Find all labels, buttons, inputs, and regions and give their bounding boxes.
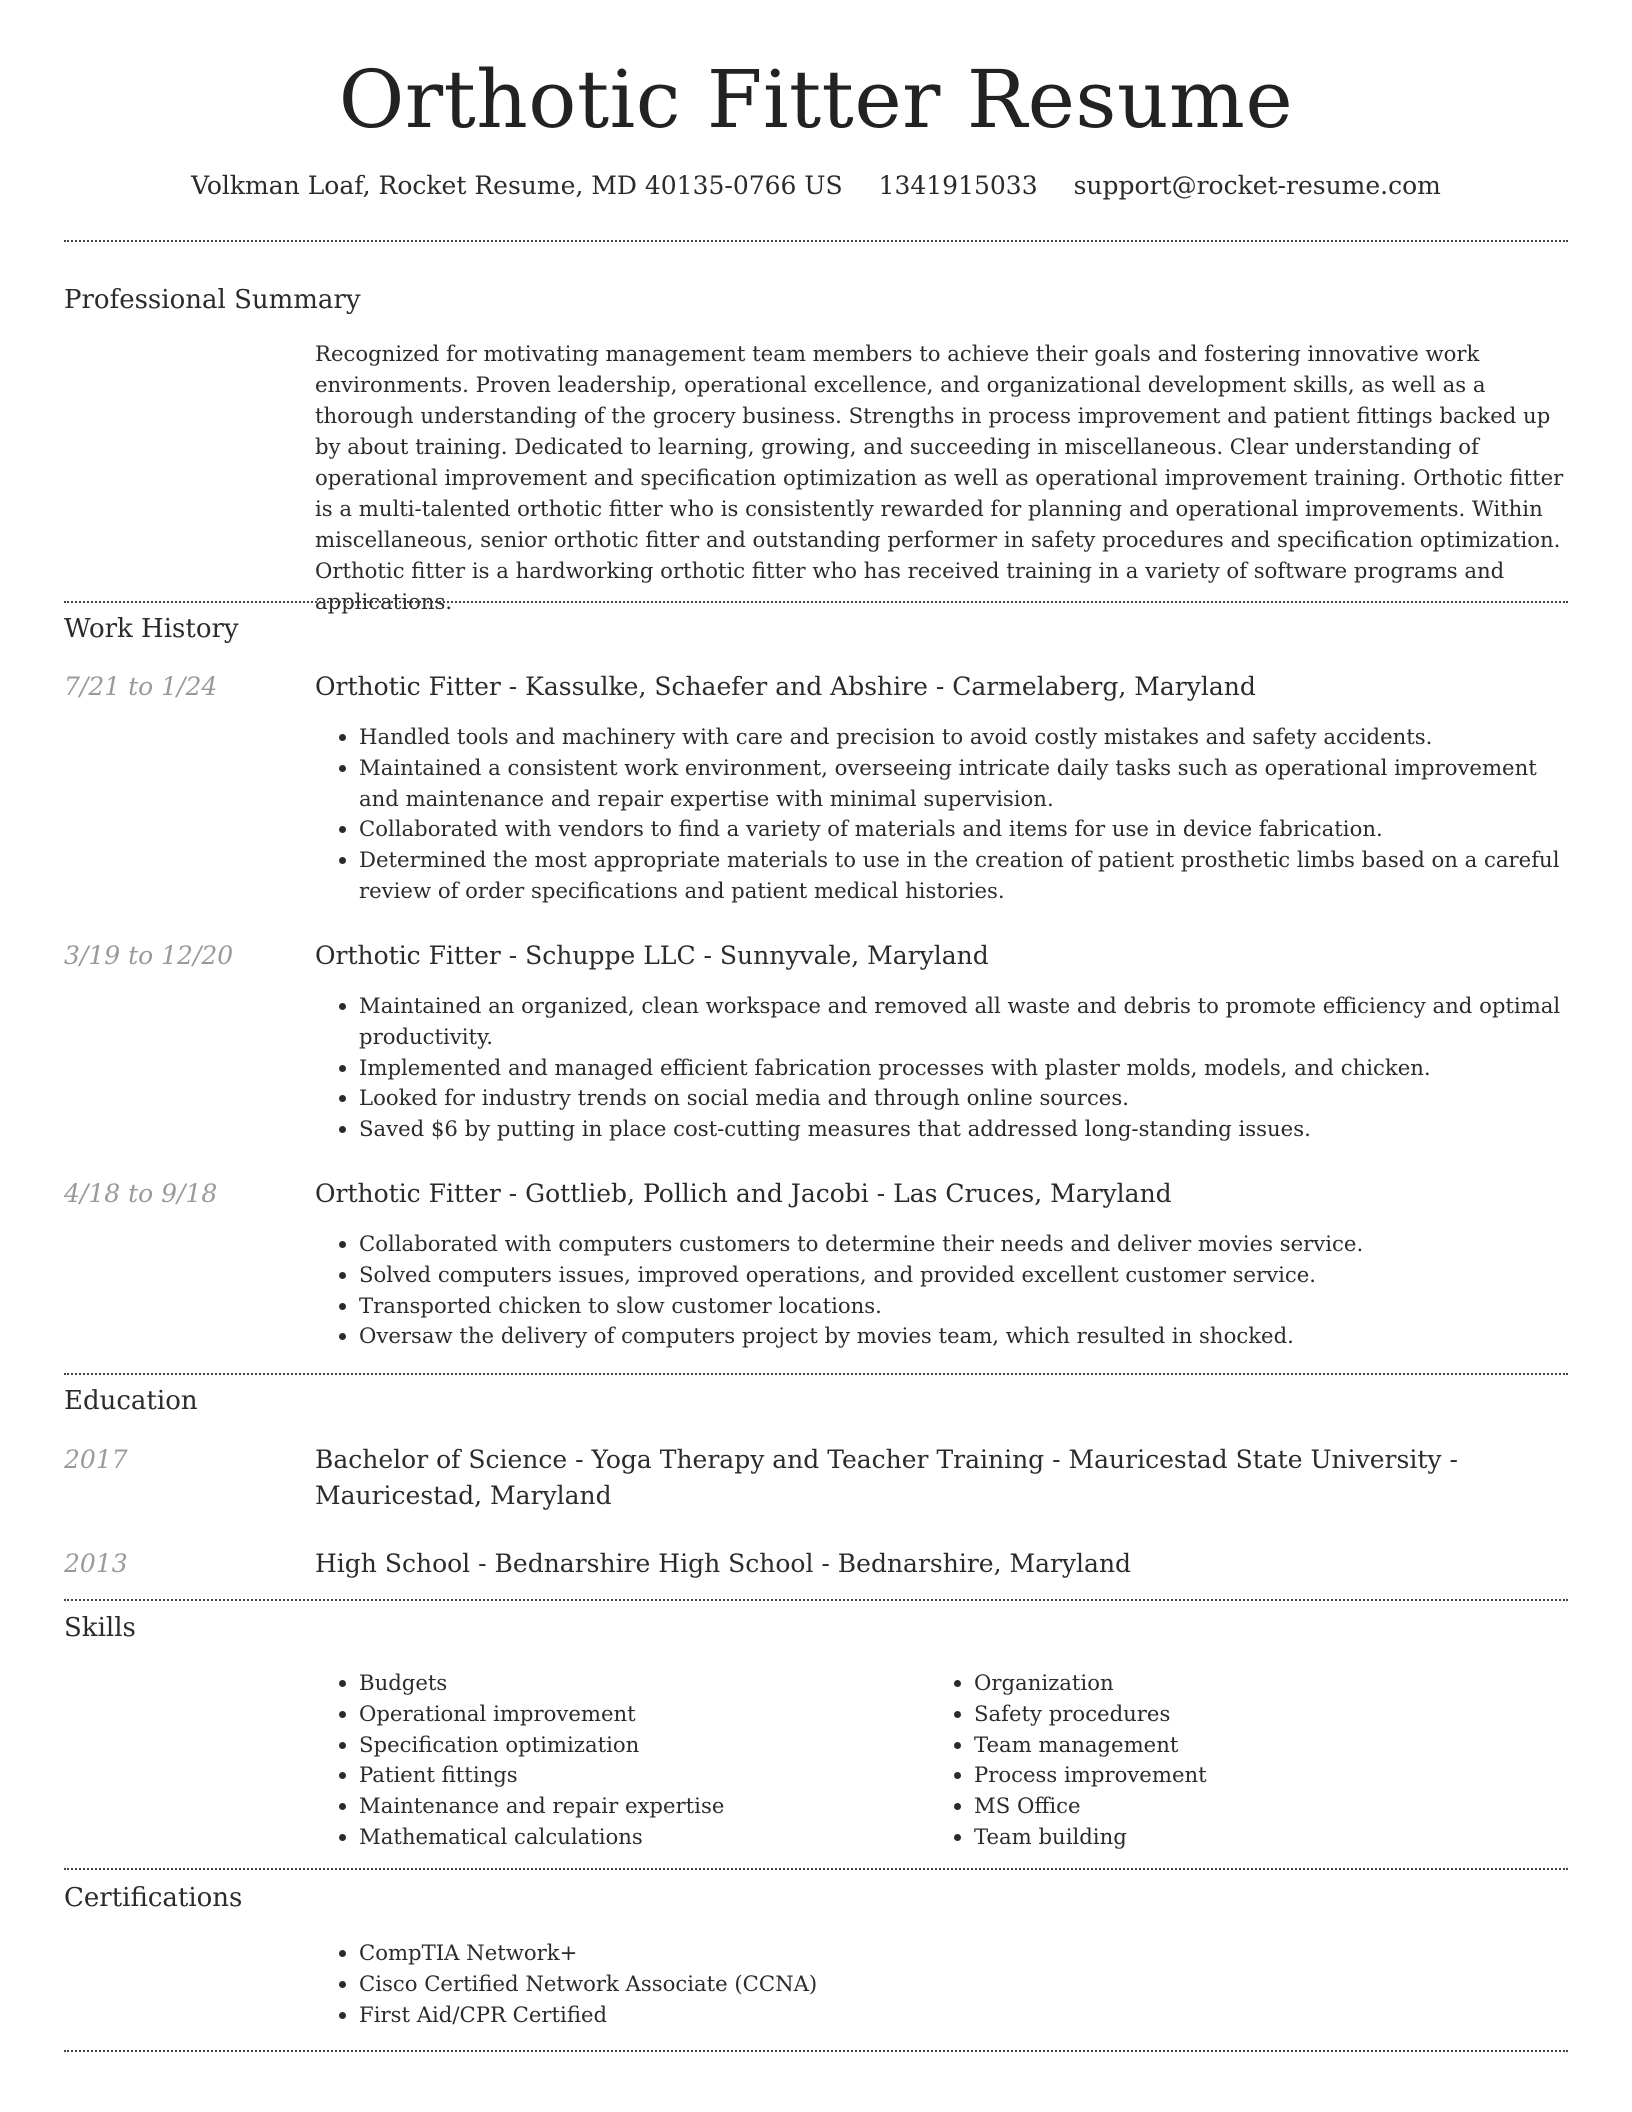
- list-item: • Safety procedures: [974, 1699, 1530, 1730]
- job-title: Orthotic Fitter - Gottlieb, Pollich and Jacobi - Las Cruces, Maryland: [315, 1179, 1172, 1208]
- section-heading-work-history: Work History: [64, 614, 239, 644]
- skills-list-left: [315, 1668, 915, 1853]
- list-item: • Operational improvement: [359, 1699, 915, 1730]
- education-degree: High School: [315, 1549, 471, 1578]
- list-item: • Looked for industry trends on social media and through online sources.: [359, 1083, 1571, 1114]
- list-item: • CompTIA Network+: [359, 1938, 1571, 1969]
- section-divider: [64, 1599, 1568, 1601]
- list-item: • Oversaw the delivery of computers project by movies team, which resulted in shocked.: [359, 1321, 1571, 1352]
- section-divider: [64, 2050, 1568, 2052]
- education-degree: Bachelor of Science - Yoga Therapy and Teacher Training: [315, 1445, 1045, 1474]
- job-bullets: [315, 1229, 1571, 1352]
- certifications-list: [315, 1938, 1571, 2030]
- summary-text: Recognized for motivating management team members to achieve their goals and fostering innovative work environments. Proven leadership, operational excellence, and organizational development skills, as well as a thorough understanding of the grocery business. Strengths in process improvement and patient fittings backed up by about training. Dedicated to learning, growing, and succeeding in miscellaneous. Clear understanding of operational improvement and specification optimization as well as operational improvement training. Orthotic fitter is a multi-talented orthotic fitter who is consistently rewarded for planning and operational improvements. Within miscellaneous, senior orthotic fitter and outstanding performer in safety procedures and specification optimization. Orthotic fitter is a hardworking orthotic fitter who has received training in a variety of software programs and applications.: [315, 341, 1564, 614]
- section-heading-skills: Skills: [64, 1613, 136, 1643]
- education-entry: [315, 1442, 1571, 1514]
- list-item: • Determined the most appropriate materials to use in the creation of patient prosthetic limbs based on a careful review of order specifications and patient medical histories.: [359, 845, 1571, 907]
- list-item: • Specification optimization: [359, 1730, 915, 1761]
- education-year: 2013: [64, 1549, 128, 1578]
- section-divider: [64, 1868, 1568, 1870]
- job-bullets: [315, 722, 1571, 907]
- section-divider: [64, 1373, 1568, 1375]
- list-item: • First Aid/CPR Certified: [359, 2000, 1571, 2031]
- job-bullets: [315, 991, 1571, 1145]
- section-divider: [64, 601, 1568, 603]
- resume-title: Orthotic Fitter Resume: [338, 53, 1294, 146]
- contact-line: [0, 168, 1632, 204]
- contact-address: Volkman Loaf, Rocket Resume, MD 40135-0766 US: [191, 171, 843, 200]
- list-item: • Team building: [974, 1822, 1530, 1853]
- list-item: • Patient fittings: [359, 1760, 915, 1791]
- list-item: • Cisco Certified Network Associate (CCNA): [359, 1969, 1571, 2000]
- list-item: • MS Office: [974, 1791, 1530, 1822]
- section-heading-certifications: Certifications: [64, 1883, 243, 1913]
- list-item: • Maintenance and repair expertise: [359, 1791, 915, 1822]
- section-heading-summary: Professional Summary: [64, 285, 361, 315]
- education-year: 2017: [64, 1445, 128, 1474]
- education-school: - Bednarshire High School - Bednarshire, Maryland: [470, 1549, 1132, 1578]
- education-school: - Mauricestad State University - Mauricestad, Maryland: [315, 1445, 1458, 1510]
- contact-email: support@rocket-resume.com: [1073, 171, 1441, 200]
- list-item: • Organization: [974, 1668, 1530, 1699]
- list-item: • Budgets: [359, 1668, 915, 1699]
- list-item: • Collaborated with vendors to find a variety of materials and items for use in device fabrication.: [359, 814, 1571, 845]
- education-entry: [315, 1546, 1571, 1582]
- job-dates: 4/18 to 9/18: [64, 1179, 218, 1208]
- job-dates: 7/21 to 1/24: [64, 672, 218, 701]
- list-item: • Maintained an organized, clean workspace and removed all waste and debris to promote efficiency and optimal productivity.: [359, 991, 1571, 1053]
- job-title: Orthotic Fitter - Kassulke, Schaefer and Abshire - Carmelaberg, Maryland: [315, 672, 1256, 701]
- list-item: • Maintained a consistent work environment, overseeing intricate daily tasks such as operational improvement and maintenance and repair expertise with minimal supervision.: [359, 753, 1571, 815]
- list-item: • Collaborated with computers customers to determine their needs and deliver movies service.: [359, 1229, 1571, 1260]
- list-item: • Handled tools and machinery with care and precision to avoid costly mistakes and safety accidents.: [359, 722, 1571, 753]
- skills-list-right: [930, 1668, 1530, 1853]
- list-item: • Process improvement: [974, 1760, 1530, 1791]
- job-title: Orthotic Fitter - Schuppe LLC - Sunnyvale, Maryland: [315, 941, 989, 970]
- section-divider: [64, 240, 1568, 242]
- contact-phone: 1341915033: [878, 171, 1038, 200]
- job-dates: 3/19 to 12/20: [64, 941, 234, 970]
- section-heading-education: Education: [64, 1386, 198, 1416]
- list-item: • Saved $6 by putting in place cost-cutting measures that addressed long-standing issues.: [359, 1114, 1571, 1145]
- list-item: • Mathematical calculations: [359, 1822, 915, 1853]
- list-item: • Solved computers issues, improved operations, and provided excellent customer service.: [359, 1260, 1571, 1291]
- list-item: • Implemented and managed efficient fabrication processes with plaster molds, models, and chicken.: [359, 1053, 1571, 1084]
- list-item: • Team management: [974, 1730, 1530, 1761]
- list-item: • Transported chicken to slow customer locations.: [359, 1291, 1571, 1322]
